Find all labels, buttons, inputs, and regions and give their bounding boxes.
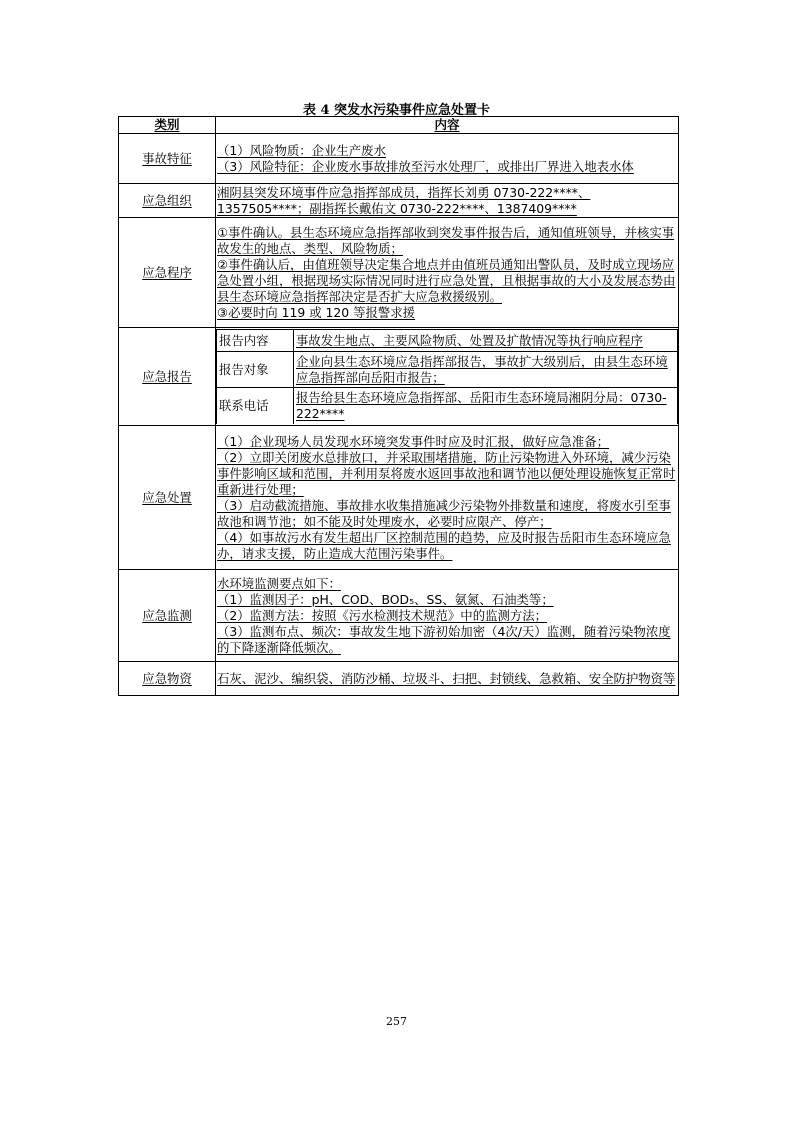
content-disposal [216, 426, 679, 570]
content-report [216, 328, 679, 426]
row-monitoring [119, 570, 679, 662]
report-key-content: 报告内容 [217, 330, 294, 352]
report-key-target: 报告对象 [217, 352, 294, 388]
monitoring-line-4: （3）监测布点、频次：事故发生地下游初始加密（4次/天）监测，随着污染物浓度的下降逐渐降低频次。 [217, 623, 671, 655]
row-disposal [119, 426, 679, 570]
org-line-1: 湘阴县突发环境事件应急指挥部成员，指挥长刘勇 0730-222****、1357505****；副指挥长戴佑文 0730-222****、1387409**** [217, 184, 591, 216]
category-report: 应急报告 [119, 328, 216, 426]
header-category: 类别 [119, 117, 216, 134]
report-item-content [217, 330, 678, 352]
disposal-line-4: （4）如事故污水有发生超出厂区控制范围的趋势，应及时报告岳阳市生态环境应急办，请求支援，防止造成大范围污染事件。 [217, 529, 671, 561]
disposal-line-3: （3）启动截流措施、事故排水收集措施减少污染物外排数量和速度，将废水引至事故池和调节池；如不能及时处理废水，必要时应限产、停产； [217, 497, 671, 529]
content-materials [216, 662, 679, 696]
report-value-content: 事故发生地点、主要风险物质、处置及扩散情况等执行响应程序 [294, 330, 678, 352]
row-materials [119, 662, 679, 696]
materials-line-1: 石灰、泥沙、编织袋、消防沙桶、垃圾斗、扫把、封锁线、急救箱、安全防护物资等 [217, 670, 676, 686]
header-content: 内容 [216, 117, 679, 134]
category-materials: 应急物资 [119, 662, 216, 696]
monitoring-line-1: 水环境监测要点如下： [217, 575, 341, 591]
report-item-phone [217, 388, 678, 424]
monitoring-line-2: （1）监测因子：pH、COD、BOD₅、SS、氨氮、石油类等； [217, 591, 554, 607]
content-org [216, 184, 679, 218]
emergency-disposal-card-table [118, 116, 679, 696]
category-features: 事故特征 [119, 134, 216, 184]
category-procedure: 应急程序 [119, 218, 216, 328]
category-org: 应急组织 [119, 184, 216, 218]
category-monitoring: 应急监测 [119, 570, 216, 662]
monitoring-line-3: （2）监测方法：按照《污水检测技术规范》中的监测方法； [217, 607, 548, 623]
procedure-line-3: ③必要时向 119 或 120 等报警求援 [217, 304, 416, 320]
table-header-row [119, 117, 679, 134]
content-features [216, 134, 679, 184]
report-item-target [217, 352, 678, 388]
table-title: 表 4 突发水污染事件应急处置卡 [302, 103, 491, 118]
features-line-2: （3）风险特征：企业废水事故排放至污水处理厂，或排出厂界进入地表水体 [217, 158, 634, 174]
report-subtable [216, 329, 678, 424]
report-value-target: 企业向县生态环境应急指挥部报告，事故扩大级别后，由县生态环境应急指挥部向岳阳市报告； [294, 352, 678, 388]
row-report [119, 328, 679, 426]
category-disposal: 应急处置 [119, 426, 216, 570]
row-org [119, 184, 679, 218]
report-key-phone: 联系电话 [217, 388, 294, 424]
disposal-line-1: （1）企业现场人员发现水环境突发事件时应及时汇报，做好应急准备； [217, 433, 609, 449]
procedure-line-1: ①事件确认。县生态环境应急指挥部收到突发事件报告后，通知值班领导，并核实事故发生的地点、类型、风险物质； [217, 224, 675, 256]
procedure-line-2: ②事件确认后，由值班领导决定集合地点并由值班员通知出警队员，及时成立现场应急处置小组，根据现场实际情况同时进行应急处置，且根据事故的大小及发展态势由县生态环境应急指挥部决定是否扩大应急救援级别。 [217, 256, 676, 304]
row-features [119, 134, 679, 184]
row-procedure [119, 218, 679, 328]
content-monitoring [216, 570, 679, 662]
disposal-line-2: （2）立即关闭废水总排放口，并采取围堵措施，防止污染物进入外环境，减少污染事件影响区域和范围，并利用泵将废水返回事故池和调节池以便处理设施恢复正常时重新进行处理； [217, 449, 676, 497]
page-number: 257 [386, 1015, 407, 1028]
content-procedure [216, 218, 679, 328]
features-line-1: （1）风险物质：企业生产废水 [217, 142, 386, 158]
report-value-phone: 报告给县生态环境应急指挥部、岳阳市生态环境局湘阴分局：0730-222**** [294, 388, 678, 424]
